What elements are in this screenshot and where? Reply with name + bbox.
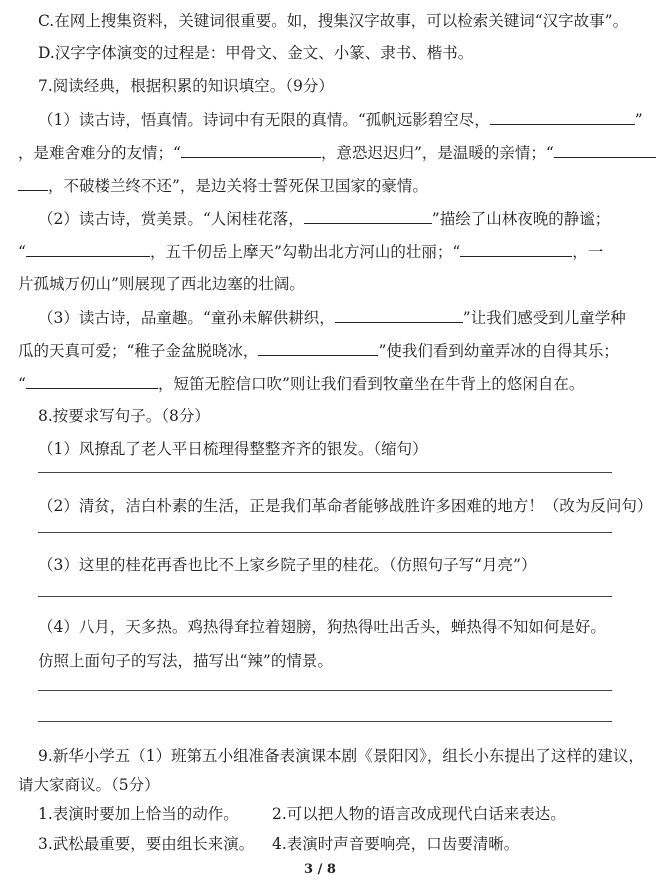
q9-suggestion-2: 2.可以把人物的语言改成现代白话来表达。 bbox=[272, 805, 566, 823]
answer-blank[interactable] bbox=[181, 141, 321, 158]
option-c: C.在网上搜集资料，关键词很重要。如，搜集汉字故事，可以检索关键词“汉字故事”。 bbox=[38, 12, 629, 30]
page-number: 3 / 8 bbox=[304, 862, 336, 877]
q9-suggestion-4: 4.表演时声音要响亮，口齿要清晰。 bbox=[272, 835, 520, 853]
answer-blank[interactable] bbox=[18, 174, 48, 191]
question-9-line1: 9.新华小学五（1）班第五小组准备表演课本剧《景阳冈》，组长小东提出了这样的建议， bbox=[38, 747, 644, 765]
q7-part3-line2: 瓜的天真可爱；“稚子金盆脱晓冰， ”使我们看到幼童弄冰的自得其乐； bbox=[18, 339, 619, 362]
q8-part3: （3）这里的桂花再香也比不上家乡院子里的桂花。（仿照句子写“月亮”） bbox=[38, 556, 537, 574]
answer-line[interactable] bbox=[38, 596, 612, 597]
q9-suggestion-1: 1.表演时要加上恰当的动作。 bbox=[38, 805, 239, 823]
answer-blank[interactable] bbox=[554, 141, 656, 158]
q8-part4-instruction: 仿照上面句子的写法，描写出“辣”的情景。 bbox=[38, 652, 333, 670]
q8-part2: （2）清贫，洁白朴素的生活，正是我们革命者能够战胜许多困难的地方！（改为反问句） bbox=[38, 497, 653, 515]
answer-blank[interactable] bbox=[26, 372, 158, 389]
answer-blank[interactable] bbox=[460, 240, 572, 257]
answer-line[interactable] bbox=[38, 721, 612, 722]
q7-part2-line3: 片孤城万仞山”则展现了西北边塞的壮阔。 bbox=[18, 275, 305, 293]
q7-part1-line1: （1）读古诗，悟真情。诗词中有无限的真情。“孤帆远影碧空尽， ” bbox=[38, 108, 643, 131]
question-7-title: 7.阅读经典，根据积累的知识填空。（9分） bbox=[38, 77, 334, 95]
answer-blank[interactable] bbox=[490, 108, 635, 125]
q7-part1-line2: ，是难舍难分的友情；“ ，意恐迟迟归”，是温暖的亲情；“ bbox=[18, 141, 656, 164]
answer-line[interactable] bbox=[38, 472, 612, 473]
q7-part2-line1: （2）读古诗，赏美景。“人闲桂花落， ”描绘了山林夜晚的静谧； bbox=[38, 207, 610, 230]
answer-line[interactable] bbox=[38, 532, 612, 533]
question-8-title: 8.按要求写句子。（8分） bbox=[38, 407, 210, 425]
q7-part3-line1: （3）读古诗，品童趣。“童孙未解供耕织， ”让我们感受到儿童学种 bbox=[38, 306, 626, 329]
q7-part2-line2: “ ，五千仞岳上摩天”勾勒出北方河山的壮丽；“ ，一 bbox=[18, 240, 603, 263]
option-d: D.汉字字体演变的过程是：甲骨文、金文、小篆、隶书、楷书。 bbox=[38, 44, 474, 62]
answer-blank[interactable] bbox=[335, 306, 463, 323]
q7-part3-line3: “ ，短笛无腔信口吹”则让我们看到牧童坐在牛背上的悠闲自在。 bbox=[18, 372, 584, 395]
answer-line[interactable] bbox=[38, 690, 612, 691]
answer-blank[interactable] bbox=[304, 207, 432, 224]
answer-blank[interactable] bbox=[258, 339, 378, 356]
q8-part1: （1）风撩乱了老人平日梳理得整整齐齐的银发。（缩句） bbox=[38, 440, 428, 458]
question-9-line2: 请大家商议。（5分） bbox=[18, 776, 160, 794]
answer-blank[interactable] bbox=[26, 240, 150, 257]
q7-part1-line3: ，不破楼兰终不还”，是边关将士誓死保卫国家的豪情。 bbox=[18, 174, 428, 197]
q9-suggestion-3: 3.武松最重要，要由组长来演。 bbox=[38, 835, 255, 853]
q8-part4: （4）八月，天多热。鸡热得耷拉着翅膀，狗热得吐出舌头，蝉热得不知如何是好。 bbox=[38, 618, 606, 636]
